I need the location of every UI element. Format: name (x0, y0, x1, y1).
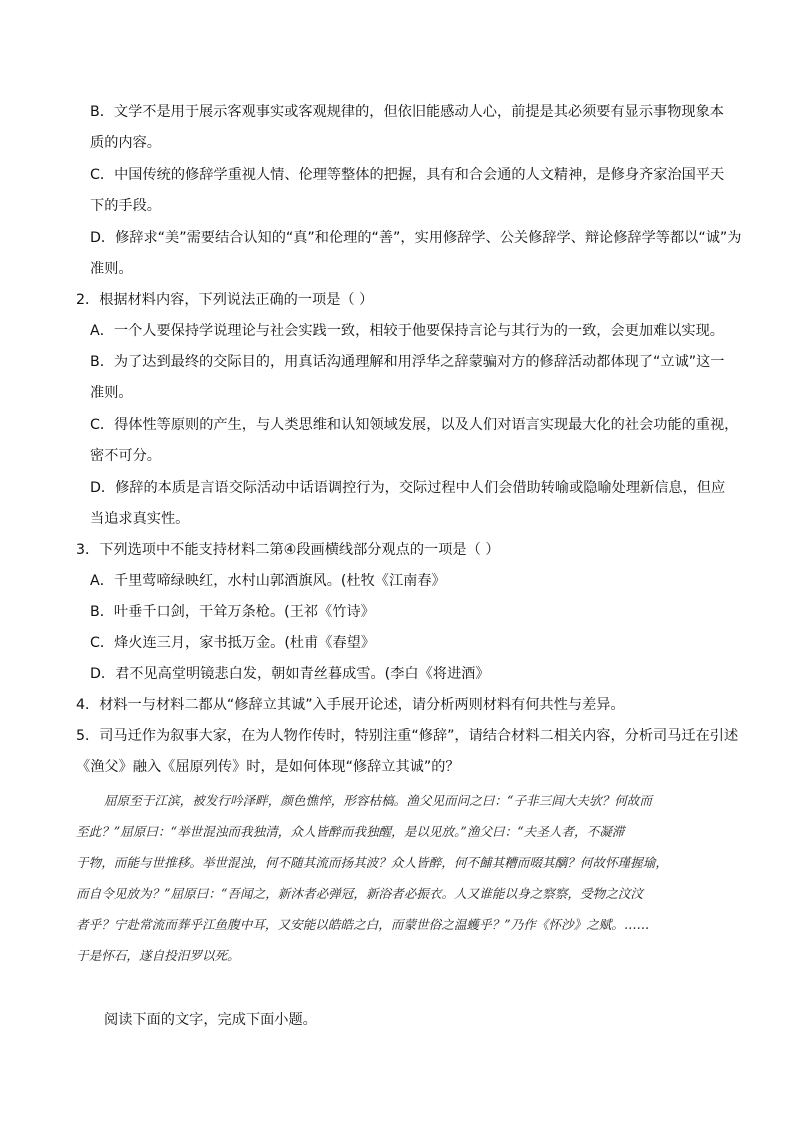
q2-option-a: A．一个人要保持学说理论与社会实践一致，相较于他要保持言论与其行为的一致，会更加难以实现。 (90, 323, 724, 339)
q5-stem-line2: 《渔父》融入《屈原列传》时，是如何体现“修辞立其诚”的？ (76, 759, 460, 775)
q3-stem: 3．下列选项中不能支持材料二第④段画横线部分观点的一项是（ ） (76, 542, 500, 558)
q2-option-b-line1: B．为了达到最终的交际目的，用真话沟通理解和用浮华之辞蒙骗对方的修辞活动都体现了“立诚”这一 (90, 354, 725, 370)
q1-option-c-line2: 下的手段。 (90, 198, 161, 214)
q1-option-b-line2: 质的内容。 (90, 135, 161, 151)
q2-option-d-line1: D．修辞的本质是言语交际活动中话语调控行为，交际过程中人们会借助转喻或隐喻处理新信息，但应 (90, 480, 726, 496)
passage-line-5: 者乎？宁赴常流而葬乎江鱼腹中耳，又安能以皓皓之白，而蒙世俗之温蠖乎？”乃作《怀沙》之赋。…… (76, 917, 650, 932)
q1-option-b-line1: B．文学不是用于展示客观事实或客观规律的，但依旧能感动人心，前提是其必须要有显示事物现象本 (90, 104, 724, 120)
q2-option-c-line1: C．得体性等原则的产生，与人类思维和认知领域发展，以及人们对语言实现最大化的社会功能的重视， (90, 417, 739, 433)
q1-option-c-line1: C．中国传统的修辞学重视人情、伦理等整体的把握，具有和合会通的人文精神，是修身齐家治国平天 (90, 167, 725, 183)
reading-instruction: 阅读下面的文字，完成下面小题。 (104, 1012, 317, 1028)
q3-option-c: C．烽火连三月，家书抵万金。(杜甫《春望》 (90, 635, 376, 651)
q2-option-d-line2: 当追求真实性。 (90, 511, 190, 527)
passage-line-4: 而自令见放为？”屈原曰：“吾闻之，新沐者必弹冠，新浴者必振衣。人又谁能以身之察察，受物之汶汶 (76, 886, 644, 901)
q1-option-d-line2: 准则。 (90, 261, 133, 277)
q3-option-a: A．千里莺啼绿映红，水村山郭酒旗风。(杜牧《江南春》 (90, 573, 446, 589)
q4-stem: 4．材料一与材料二都从“修辞立其诚”入手展开论述，请分析两则材料有何共性与差异。 (76, 697, 625, 713)
passage-line-6: 于是怀石，遂自投汨罗以死。 (76, 948, 240, 963)
q5-stem-line1: 5．司马迁作为叙事大家，在为人物作传时，特别注重“修辞”，请结合材料二相关内容，分析司马迁在引述 (76, 728, 739, 744)
passage-line-2: 至此？”屈原曰：“举世混浊而我独清，众人皆醉而我独醒，是以见放。”渔父曰：“夫圣人者，不凝滞 (76, 824, 625, 839)
q1-option-d-line1: D．修辞求“美”需要结合认知的“真”和伦理的“善”，实用修辞学、公关修辞学、辩论修辞学等都以“诚”为 (90, 230, 742, 246)
q3-option-d: D．君不见高堂明镜悲白发，朝如青丝暮成雪。(李白《将进酒》 (90, 666, 490, 682)
q2-option-b-line2: 准则。 (90, 385, 133, 401)
passage-line-1: 屈原至于江滨，被发行吟泽畔，颜色憔悴，形容枯槁。渔父见而问之曰：“子非三闾大夫欤？何故而 (104, 793, 652, 808)
q2-option-c-line2: 密不可分。 (90, 448, 161, 464)
q3-option-b: B．叶垂千口剑，干耸万条枪。(王祁《竹诗》 (90, 604, 375, 620)
q2-stem: 2．根据材料内容，下列说法正确的一项是（ ） (76, 292, 374, 308)
passage-line-3: 于物，而能与世推移。举世混浊，何不随其流而扬其波？众人皆醉，何不餔其糟而啜其醨？何故怀瑾握瑜， (76, 855, 668, 870)
